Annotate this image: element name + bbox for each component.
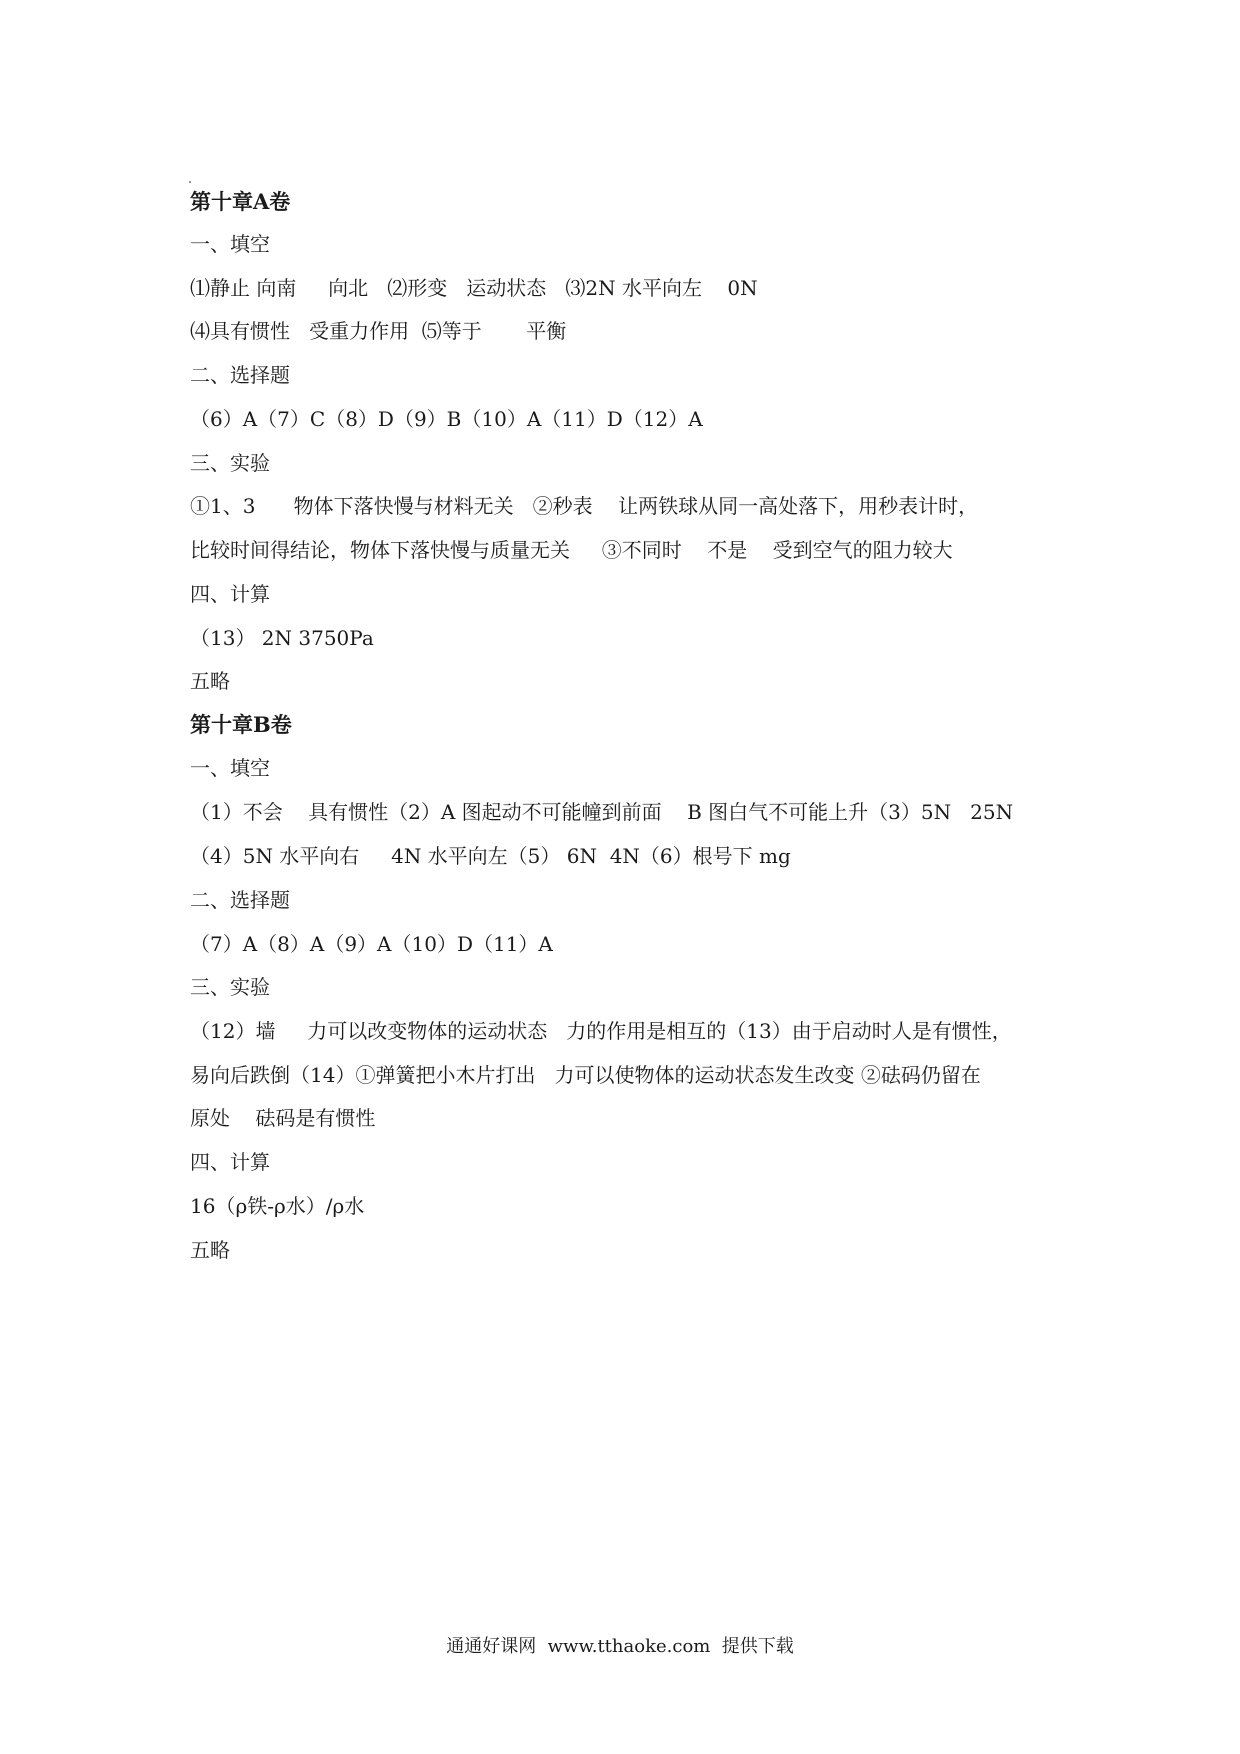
section-a-line-3: ⑷具有惯性 受重力作用 ⑸等于 平衡 [190, 319, 567, 343]
section-b-line-1: 一、填空 [190, 756, 270, 780]
section-a-line-8: 比较时间得结论，物体下落快慢与质量无关 ③不同时 不是 受到空气的阻力较大 [190, 538, 953, 562]
section-a-line-1: 一、填空 [190, 232, 270, 256]
section-a-line-2: ⑴静止 向南 向北 ⑵形变 运动状态 ⑶2N 水平向左 0N [190, 276, 758, 300]
section-a-title: 第十章A卷 [190, 189, 291, 214]
section-b-line-10: 四、计算 [190, 1150, 270, 1174]
section-a-line-6: 三、实验 [190, 451, 270, 475]
section-a-line-10: （13） 2N 3750Pa [190, 626, 374, 650]
section-b-line-11: 16（ρ铁-ρ水）/ρ水 [190, 1194, 365, 1218]
section-b-line-2: （1）不会 具有惯性（2）A 图起动不可能幢到前面 B 图白气不可能上升（3）5N 25N [190, 800, 1014, 824]
page-footer: 通通好课网 www.tthaoke.com 提供下载 [446, 1636, 794, 1657]
section-b-line-8: 易向后跌倒（14）①弹簧把小木片打出 力可以使物体的运动状态发生改变 ②砝码仍留在 [190, 1063, 981, 1087]
section-b-line-6: 三、实验 [190, 975, 270, 999]
section-a-line-9: 四、计算 [190, 582, 270, 606]
section-b-line-9: 原处 砝码是有惯性 [190, 1106, 376, 1130]
scan-speck [189, 181, 191, 183]
section-a-line-5: （6）A（7）C（8）D（9）B（10）A（11）D（12）A [190, 407, 703, 431]
section-a-line-7: ①1、3 物体下落快慢与材料无关 ②秒表 让两铁球从同一高处落下，用秒表计时， [190, 494, 979, 518]
section-b-line-5: （7）A（8）A（9）A（10）D（11）A [190, 932, 553, 956]
section-b-title: 第十章B卷 [190, 712, 292, 737]
section-b-line-4: 二、选择题 [190, 888, 290, 912]
section-a-line-11: 五略 [190, 669, 230, 693]
section-a-line-4: 二、选择题 [190, 363, 290, 387]
section-b-line-7: （12）墙 力可以改变物体的运动状态 力的作用是相互的（13）由于启动时人是有惯性， [190, 1019, 1012, 1043]
section-b-line-12: 五略 [190, 1238, 230, 1262]
section-b-line-3: （4）5N 水平向右 4N 水平向左（5） 6N 4N（6）根号下 mg [190, 844, 791, 868]
